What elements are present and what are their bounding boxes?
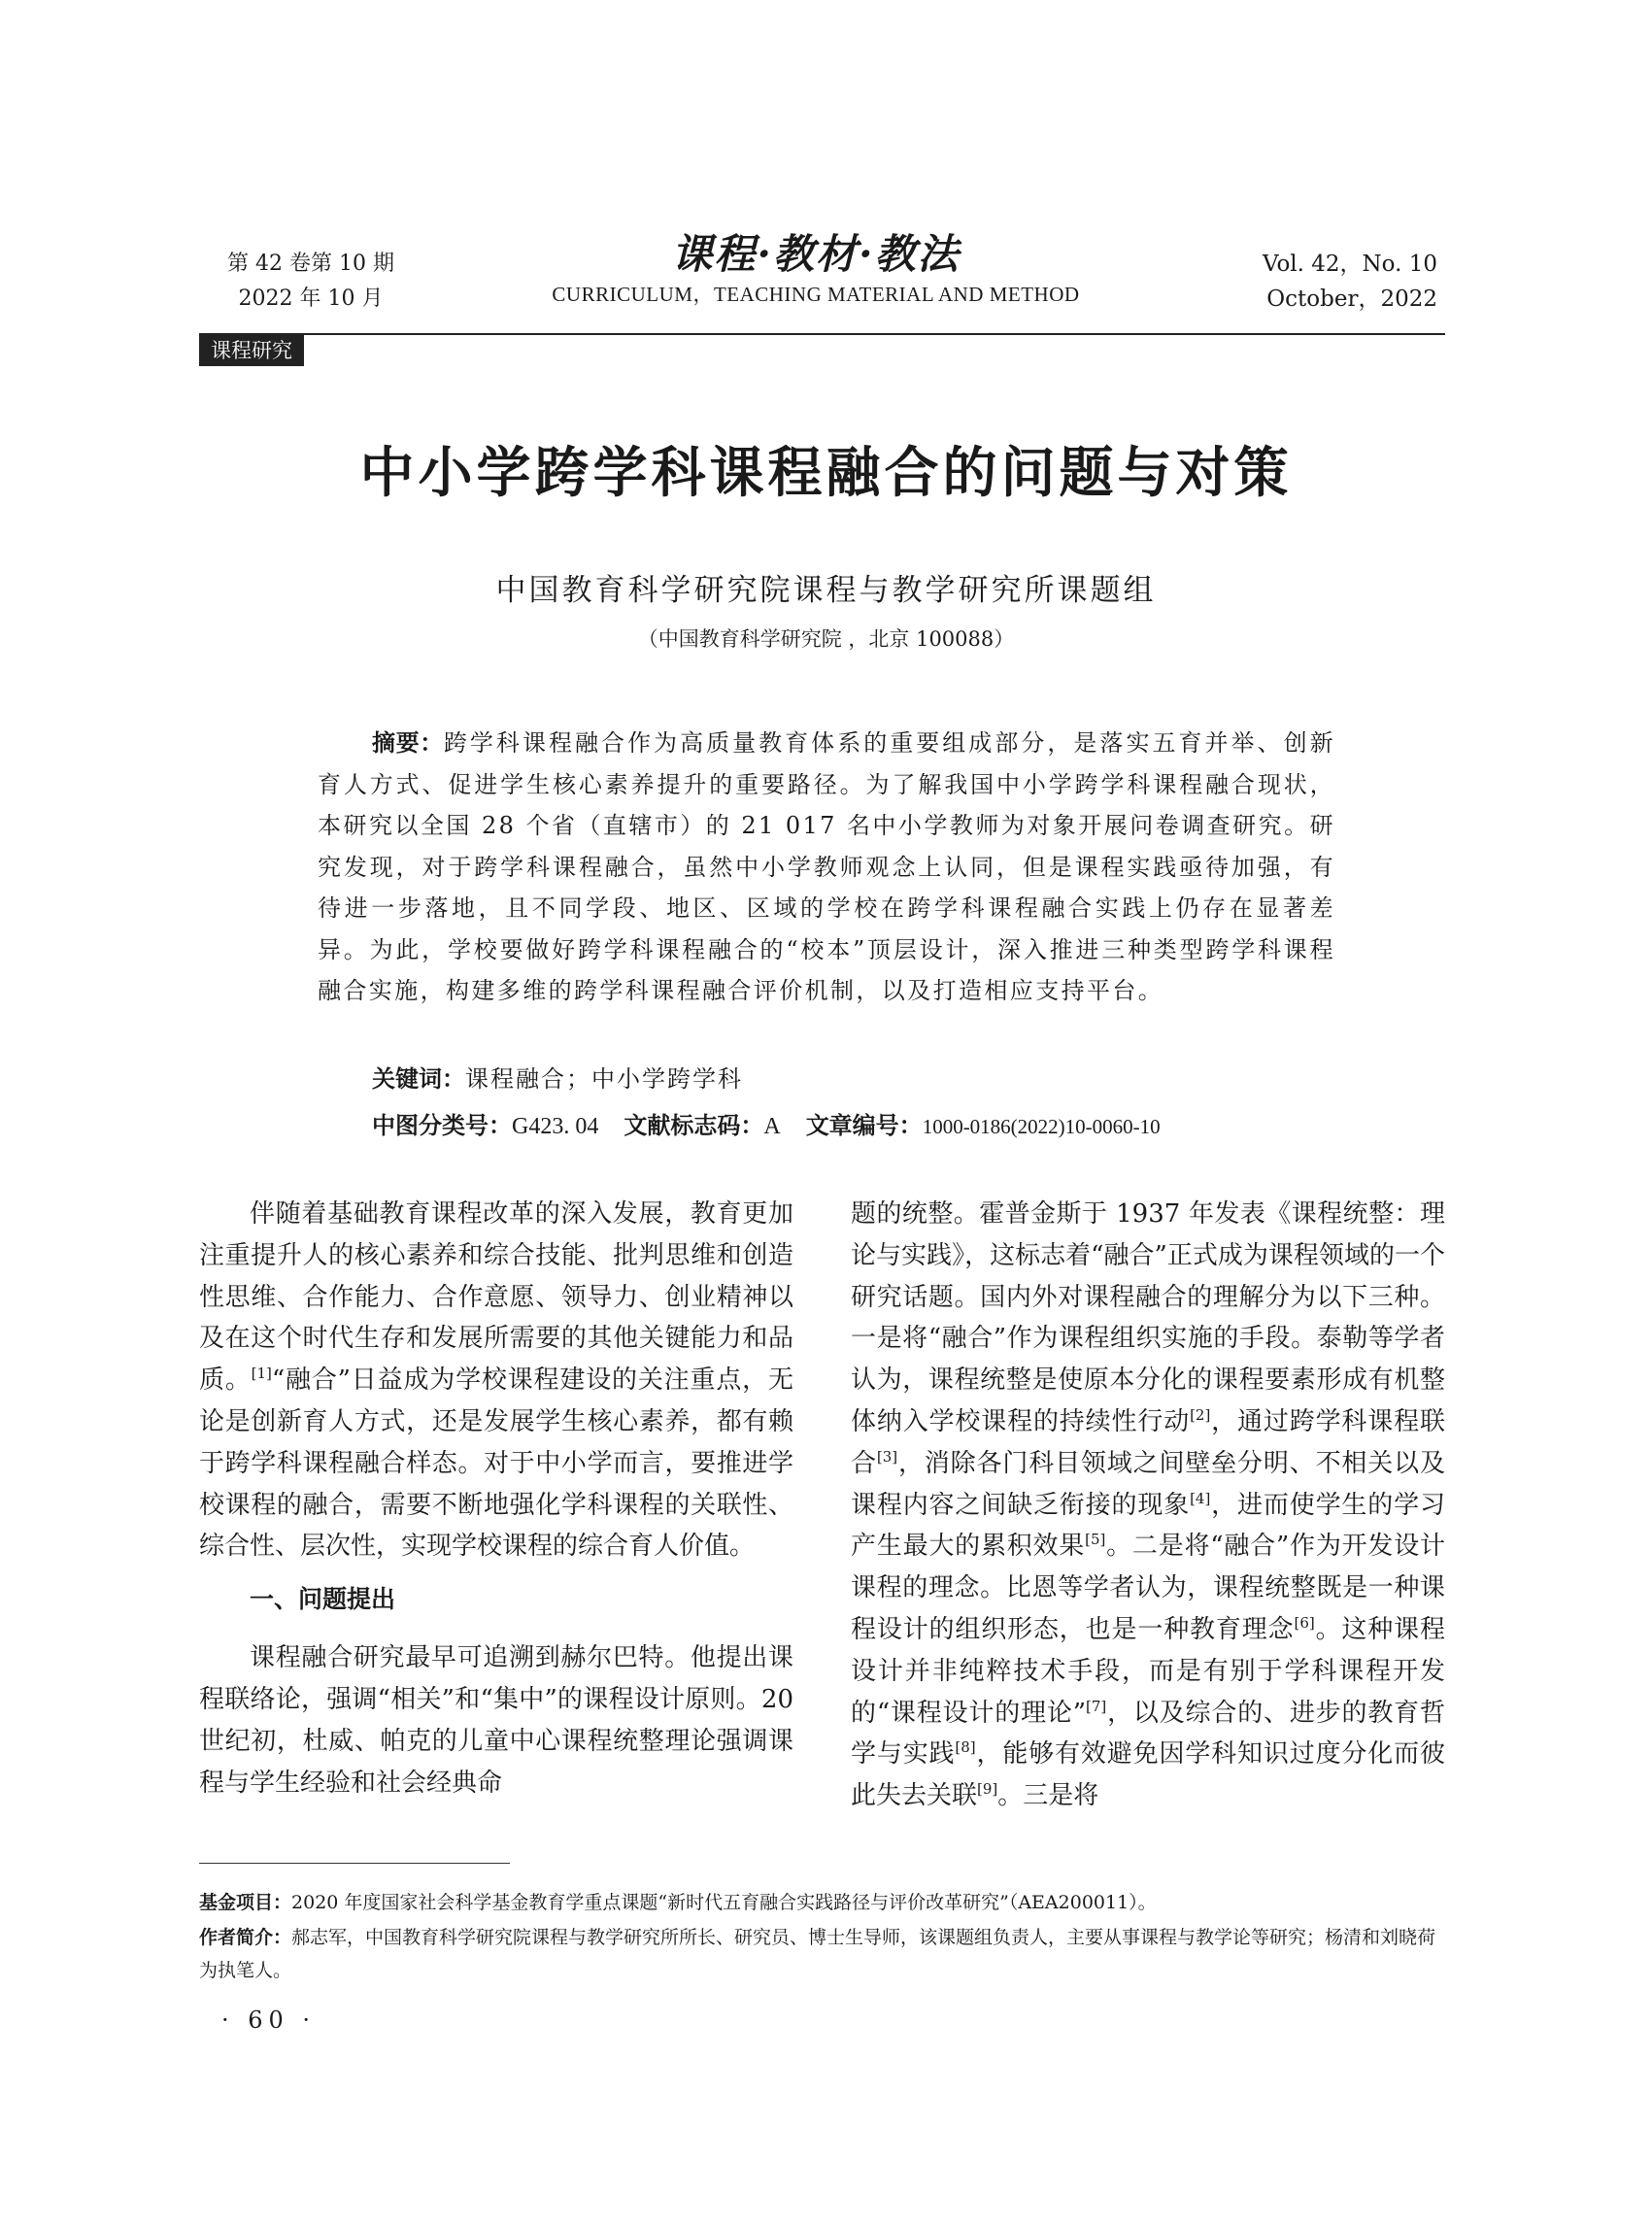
date-en: October，2022 <box>1266 287 1437 312</box>
doc-code-label: 文献标志码： <box>624 1112 764 1139</box>
paragraph-text: ，能够有效避免因学科知识过度分化而彼此失去关联 <box>851 1739 1445 1811</box>
footnote-rule <box>199 1863 510 1864</box>
citation: [9] <box>977 1780 998 1799</box>
paragraph-text: ，通过跨学科课程联合 <box>851 1406 1445 1478</box>
doc-code-value: A <box>763 1114 781 1139</box>
paragraph-text: “融合”日益成为学校课程建设的关注重点，无论是创新育人方式，还是发展学生核心素养，都有赖于跨学科课程融合样态。对于中小学而言，要推进学校课程的融合，需要不断地强化学科课程的关联性、综合性、层次性，实现学校课程的综合育人价值。 <box>199 1365 793 1562</box>
paragraph-text: 伴随着基础教育课程改革的深入发展，教育更加注重提升人的核心素养和综合技能、批判思维和创造性思维、合作能力、合作意愿、领导力、创业精神以及在这个时代生存和发展所需要的其他关键能力和品质。 <box>199 1199 793 1396</box>
section-heading: 一、问题提出 <box>250 1585 396 1614</box>
citation: [3] <box>876 1447 898 1466</box>
body-column-right <box>851 1194 1445 1817</box>
paragraph-text: ，以及综合的、进步的教育哲学与实践 <box>851 1698 1445 1770</box>
citation: [2] <box>1190 1405 1211 1424</box>
citation: [4] <box>1190 1489 1211 1507</box>
article-no-label: 文章编号： <box>805 1112 923 1139</box>
journal-issue-cn <box>199 247 422 317</box>
paragraph-text: ，消除各门科目领域之间壁垒分明、不相关以及课程内容之间缺乏衔接的现象 <box>851 1448 1445 1520</box>
citation: [8] <box>955 1738 976 1757</box>
footnote-fund <box>199 1886 1445 1919</box>
paragraph-text: 。二是将“融合”作为开发设计课程的理念。比恩等学者认为，课程统整既是一种课程设计的组织形态，也是一种教育理念 <box>851 1532 1445 1644</box>
citation: [5] <box>1085 1531 1106 1549</box>
volume-en: Vol. 42，No. 10 <box>1262 252 1437 277</box>
volume-issue: 第 42 卷第 10 期 <box>227 252 394 276</box>
keywords-label: 关键词： <box>372 1065 465 1093</box>
article-title: 中小学跨学科课程融合的问题与对策 <box>359 442 1293 505</box>
journal-issue-en <box>1243 247 1437 317</box>
author-label: 作者简介： <box>199 1927 292 1948</box>
author-text: 郝志军，中国教育科学研究院课程与教学研究所所长、研究员、博士生导师，该课题组负责人，主要从事课程与教学论等研究；杨清和刘晓荷为执笔人。 <box>199 1927 1436 1981</box>
clc-label: 中图分类号： <box>372 1112 512 1139</box>
body-column-left <box>199 1194 793 1804</box>
paragraph-text: 。这种课程设计并非纯粹技术手段，而是有别于学科课程开发的“课程设计的理论” <box>851 1614 1445 1728</box>
journal-masthead <box>486 229 1146 309</box>
article-affiliation: （中国教育科学研究院 ，北京 100088） <box>637 627 1015 651</box>
paragraph: 课程融合研究最早可追溯到赫尔巴特。他提出课程联络论，强调“相关”和“集中”的课程设计原则。20 世纪初，杜威、帕克的儿童中心课程统整理论强调课程与学生经验和社会经典命 <box>199 1643 793 1798</box>
date-cn: 2022 年 10 月 <box>238 287 384 311</box>
journal-name-cn: 课程·教材·教法 <box>671 230 961 278</box>
fund-label: 基金项目： <box>199 1892 292 1913</box>
clc-value: G423. 04 <box>512 1114 599 1139</box>
footnote-author <box>199 1921 1445 1987</box>
header-rule <box>199 333 1445 335</box>
section-tag: 课程研究 <box>199 335 304 366</box>
paragraph-text: ，进而使学生的学习产生最大的累积效果 <box>851 1490 1445 1562</box>
citation: [1] <box>251 1365 272 1383</box>
paragraph <box>199 1194 793 1568</box>
keywords-text: 课程融合；中小学跨学科 <box>465 1065 743 1093</box>
paragraph <box>851 1194 1445 1817</box>
citation: [6] <box>1294 1613 1315 1632</box>
abstract <box>318 723 1335 1012</box>
article-author: 中国教育科学研究院课程与教学研究所课题组 <box>495 573 1157 608</box>
article-no-value: 1000-0186(2022)10-0060-10 <box>922 1115 1161 1138</box>
fund-text: 2020 年度国家社会科学基金教育学重点课题“新时代五育融合实践路径与评价改革研究”（AEA200011）。 <box>291 1892 1157 1913</box>
abstract-label: 摘要： <box>372 729 444 757</box>
journal-name-en: CURRICULUM，TEACHING MATERIAL AND METHOD <box>552 283 1080 306</box>
classification-line <box>372 1105 1161 1147</box>
paragraph-text: 。三是将 <box>997 1781 1099 1811</box>
paragraph-text: 题的统整。霍普金斯于 1937 年发表《课程统整：理论与实践》，这标志着“融合”正式成为课程领域的一个研究话题。国内外对课程融合的理解分为以下三种。一是将“融合”作为课程组织实施的手段。泰勒等学者认为，课程统整是使原本分化的课程要素形成有机整体纳入学校课程的持续性行动 <box>851 1199 1445 1436</box>
citation: [7] <box>1086 1697 1107 1715</box>
abstract-text: 跨学科课程融合作为高质量教育体系的重要组成部分，是落实五育并举、创新育人方式、促进学生核心素养提升的重要路径。为了解我国中小学跨学科课程融合现状，本研究以全国 28 个省（直辖市）的 21 017 名中小学教师为对象开展问卷调查研究。研究发现，对于跨学科课程融合，虽然中小学教师观念上认同，但是课程实践亟待加强，有待进一步落地，且不同学段、地区、区域的学校在跨学科课程融合实践上仍存在显著差异。为此，学校要做好跨学科课程融合的“校本”顶层设计，深入推进三种类型跨学科课程融合实施，构建多维的跨学科课程融合评价机制，以及打造相应支持平台。 <box>318 729 1335 1004</box>
page-number: · 60 · <box>221 2006 317 2034</box>
keywords <box>372 1059 743 1099</box>
